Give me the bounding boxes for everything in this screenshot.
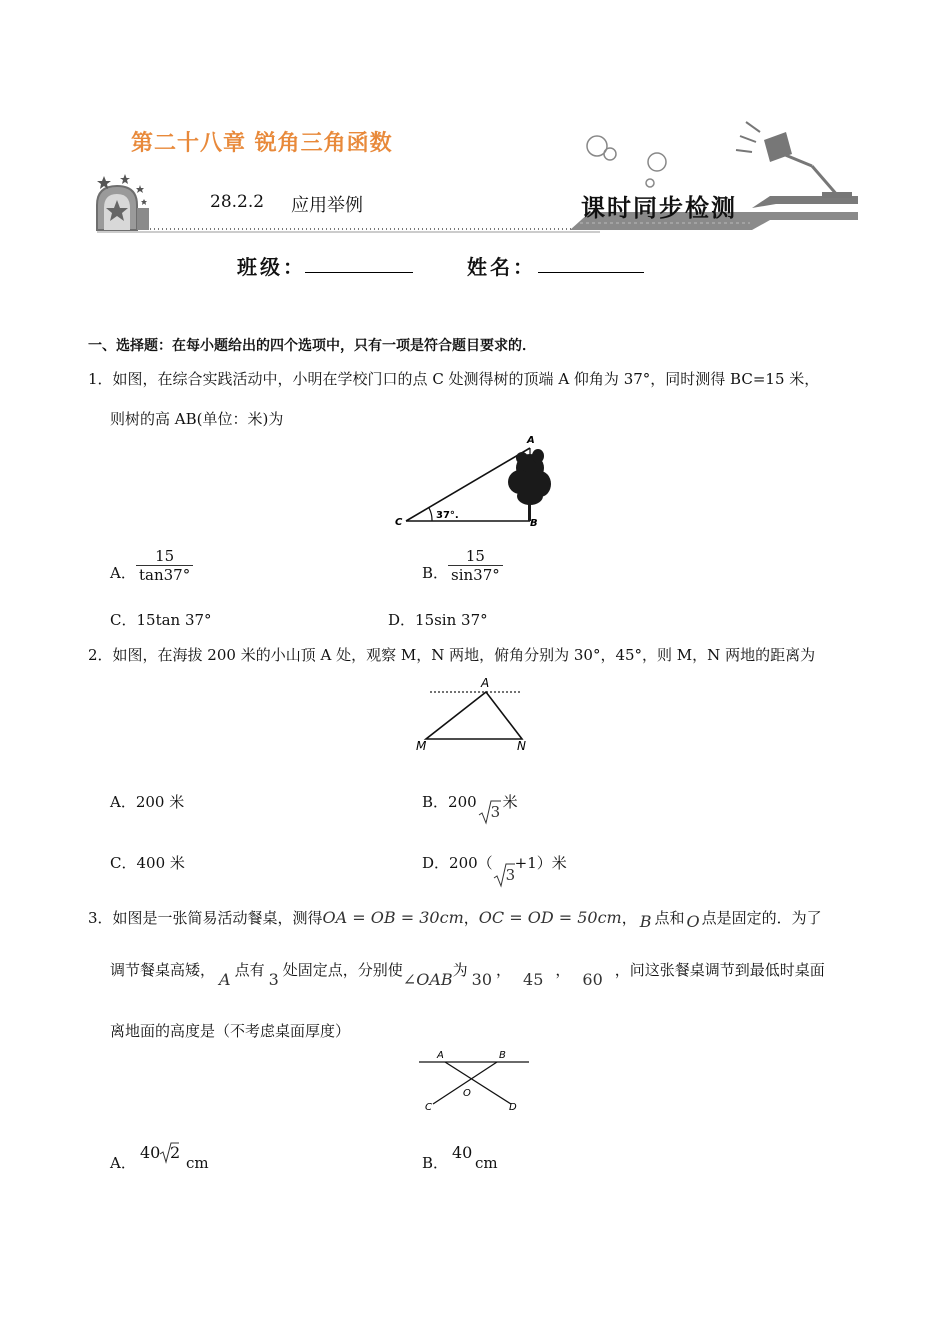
tree-icon	[508, 449, 551, 521]
q2-option-d-radical	[493, 858, 516, 884]
q2-option-b-prefix: B．200	[422, 793, 477, 811]
q1-line2: 则树的高 AB(单位：米)为	[110, 410, 284, 428]
q3-option-b[interactable]	[422, 1153, 448, 1173]
q3-label-a: A	[437, 1050, 444, 1061]
q3-option-a-label: A．	[110, 1154, 136, 1172]
lamp-icon	[736, 122, 852, 198]
header-decoration	[0, 0, 950, 240]
q1-option-b-fraction	[448, 547, 503, 584]
q1-option-a-fraction	[136, 547, 193, 584]
q1-option-a[interactable]	[110, 563, 136, 583]
q1-option-b-label: B．	[422, 564, 449, 582]
q1-label-b: B	[530, 518, 538, 529]
q2-option-c[interactable]: C．400 米	[110, 854, 185, 872]
q1-option-a-denominator: tan37°	[136, 565, 193, 584]
q1-option-d[interactable]: D．15sin 37°	[388, 611, 488, 629]
q3-figure	[415, 1048, 537, 1118]
q3-option-a[interactable]	[110, 1153, 136, 1173]
q2-option-a[interactable]: A．200 米	[110, 793, 185, 811]
q2-label-n: N	[517, 739, 526, 753]
badge-icon	[97, 174, 149, 230]
q1-option-b-denominator: sin37°	[448, 565, 503, 584]
class-label: 班级：	[237, 255, 306, 279]
q3-l2-math-angle: ∠OAB	[402, 970, 453, 989]
q1-option-a-label: A．	[110, 564, 136, 582]
q3-l1-math-oa-ob: OA = OB = 30cm	[322, 908, 464, 927]
q3-l1-math-b: B	[639, 912, 652, 931]
bubbles-decoration	[587, 136, 666, 187]
q3-l2-text2: 点有	[234, 961, 265, 979]
q1-figure	[390, 430, 560, 530]
q3-option-b-label: B．	[422, 1154, 449, 1172]
q3-l2-text4: 为	[452, 961, 468, 979]
q3-label-b: B	[499, 1050, 506, 1061]
q3-leg-ad	[445, 1062, 511, 1104]
q2-label-m: M	[416, 739, 427, 753]
q1-angle-arc	[429, 508, 432, 521]
q1-option-b[interactable]	[422, 563, 448, 583]
q3-l2-math-45: 45	[523, 970, 544, 989]
q3-option-a-unit: cm	[186, 1154, 209, 1172]
q1-option-a-numerator: 15	[155, 547, 175, 565]
q1-option-c[interactable]: C．15tan 37°	[110, 611, 212, 629]
q3-l2-math-3: 3	[268, 970, 279, 989]
q3-l2-text5: ，问这张餐桌调节到最低时桌面	[614, 961, 825, 979]
q2-option-d-suffix: +1）米	[514, 854, 567, 872]
q3-line3: 离地面的高度是（不考虑桌面厚度）	[110, 1022, 351, 1040]
q2-option-b-radical	[477, 795, 501, 821]
section-heading: 一、选择题：在每小题给出的四个选项中，只有一项是符合题目要求的．	[88, 338, 536, 354]
q3-l2-sep2: ，	[555, 961, 571, 979]
chapter-title: 第二十八章 锐角三角函数	[131, 131, 393, 156]
q3-l1-math-o: O	[686, 912, 700, 931]
brand-title: 课时同步检测	[581, 193, 737, 222]
q3-l2-math-30: 30	[471, 970, 493, 989]
q3-l1-text2: 点和	[654, 909, 685, 927]
q3-label-o: O	[463, 1088, 471, 1099]
q3-line1	[88, 908, 822, 931]
q3-l2-text3: 处固定点，分别使	[282, 961, 403, 979]
q3-line2	[110, 960, 825, 989]
q1-line1: 1．如图，在综合实践活动中，小明在学校门口的点 C 处测得树的顶端 A 仰角为 37°，同时测得 BC=15 米，	[88, 370, 820, 388]
q2-line1: 2．如图，在海拔 200 米的小山顶 A 处，观察 M，N 两地，俯角分别为 30°，45°，则 M，N 两地的距离为	[88, 646, 816, 664]
q1-option-b-numerator: 15	[465, 547, 485, 565]
q3-l2-sep: ，	[496, 961, 512, 979]
q2-option-d-radicand: 3	[505, 866, 516, 884]
q2-option-d[interactable]	[422, 853, 567, 884]
section-name: 应用举例	[291, 195, 363, 216]
class-field[interactable]	[305, 248, 413, 273]
q2-label-a: A	[481, 676, 490, 690]
q3-l2-math-60: 60	[582, 970, 603, 989]
q1-label-c: C	[395, 517, 403, 528]
section-number: 28.2.2	[210, 192, 265, 212]
q3-option-b-unit: cm	[475, 1154, 498, 1172]
name-field[interactable]	[538, 248, 644, 273]
q2-figure	[410, 672, 540, 757]
q3-l1-text: 3．如图是一张简易活动餐桌，测得	[88, 909, 323, 927]
q3-option-b-value: 40	[452, 1143, 473, 1162]
q1-label-a: A	[527, 435, 535, 446]
q3-l1-sep: ，	[463, 909, 479, 927]
q3-option-a-radicand: 2	[170, 1143, 181, 1162]
q1-angle-label: 37°.	[436, 510, 459, 521]
q3-l1-sep2: ，	[621, 909, 637, 927]
q2-option-b-suffix: 米	[502, 793, 518, 811]
q2-option-b-radicand: 3	[490, 803, 501, 821]
q3-l2-text: 调节餐桌高矮，	[110, 961, 216, 979]
q3-label-c: C	[425, 1102, 432, 1113]
q3-l1-math-oc-od: OC = OD = 50cm	[478, 908, 622, 927]
q2-triangle	[426, 692, 522, 739]
q3-l1-text3: 点是固定的．为了	[701, 909, 822, 927]
q3-l2-math-a: A	[219, 970, 231, 989]
name-label: 姓名：	[467, 255, 536, 279]
q3-option-a-coef: 40	[140, 1143, 161, 1162]
q2-option-b[interactable]	[422, 792, 518, 821]
q3-label-d: D	[509, 1102, 517, 1113]
q2-option-d-prefix: D．200（	[422, 854, 493, 872]
